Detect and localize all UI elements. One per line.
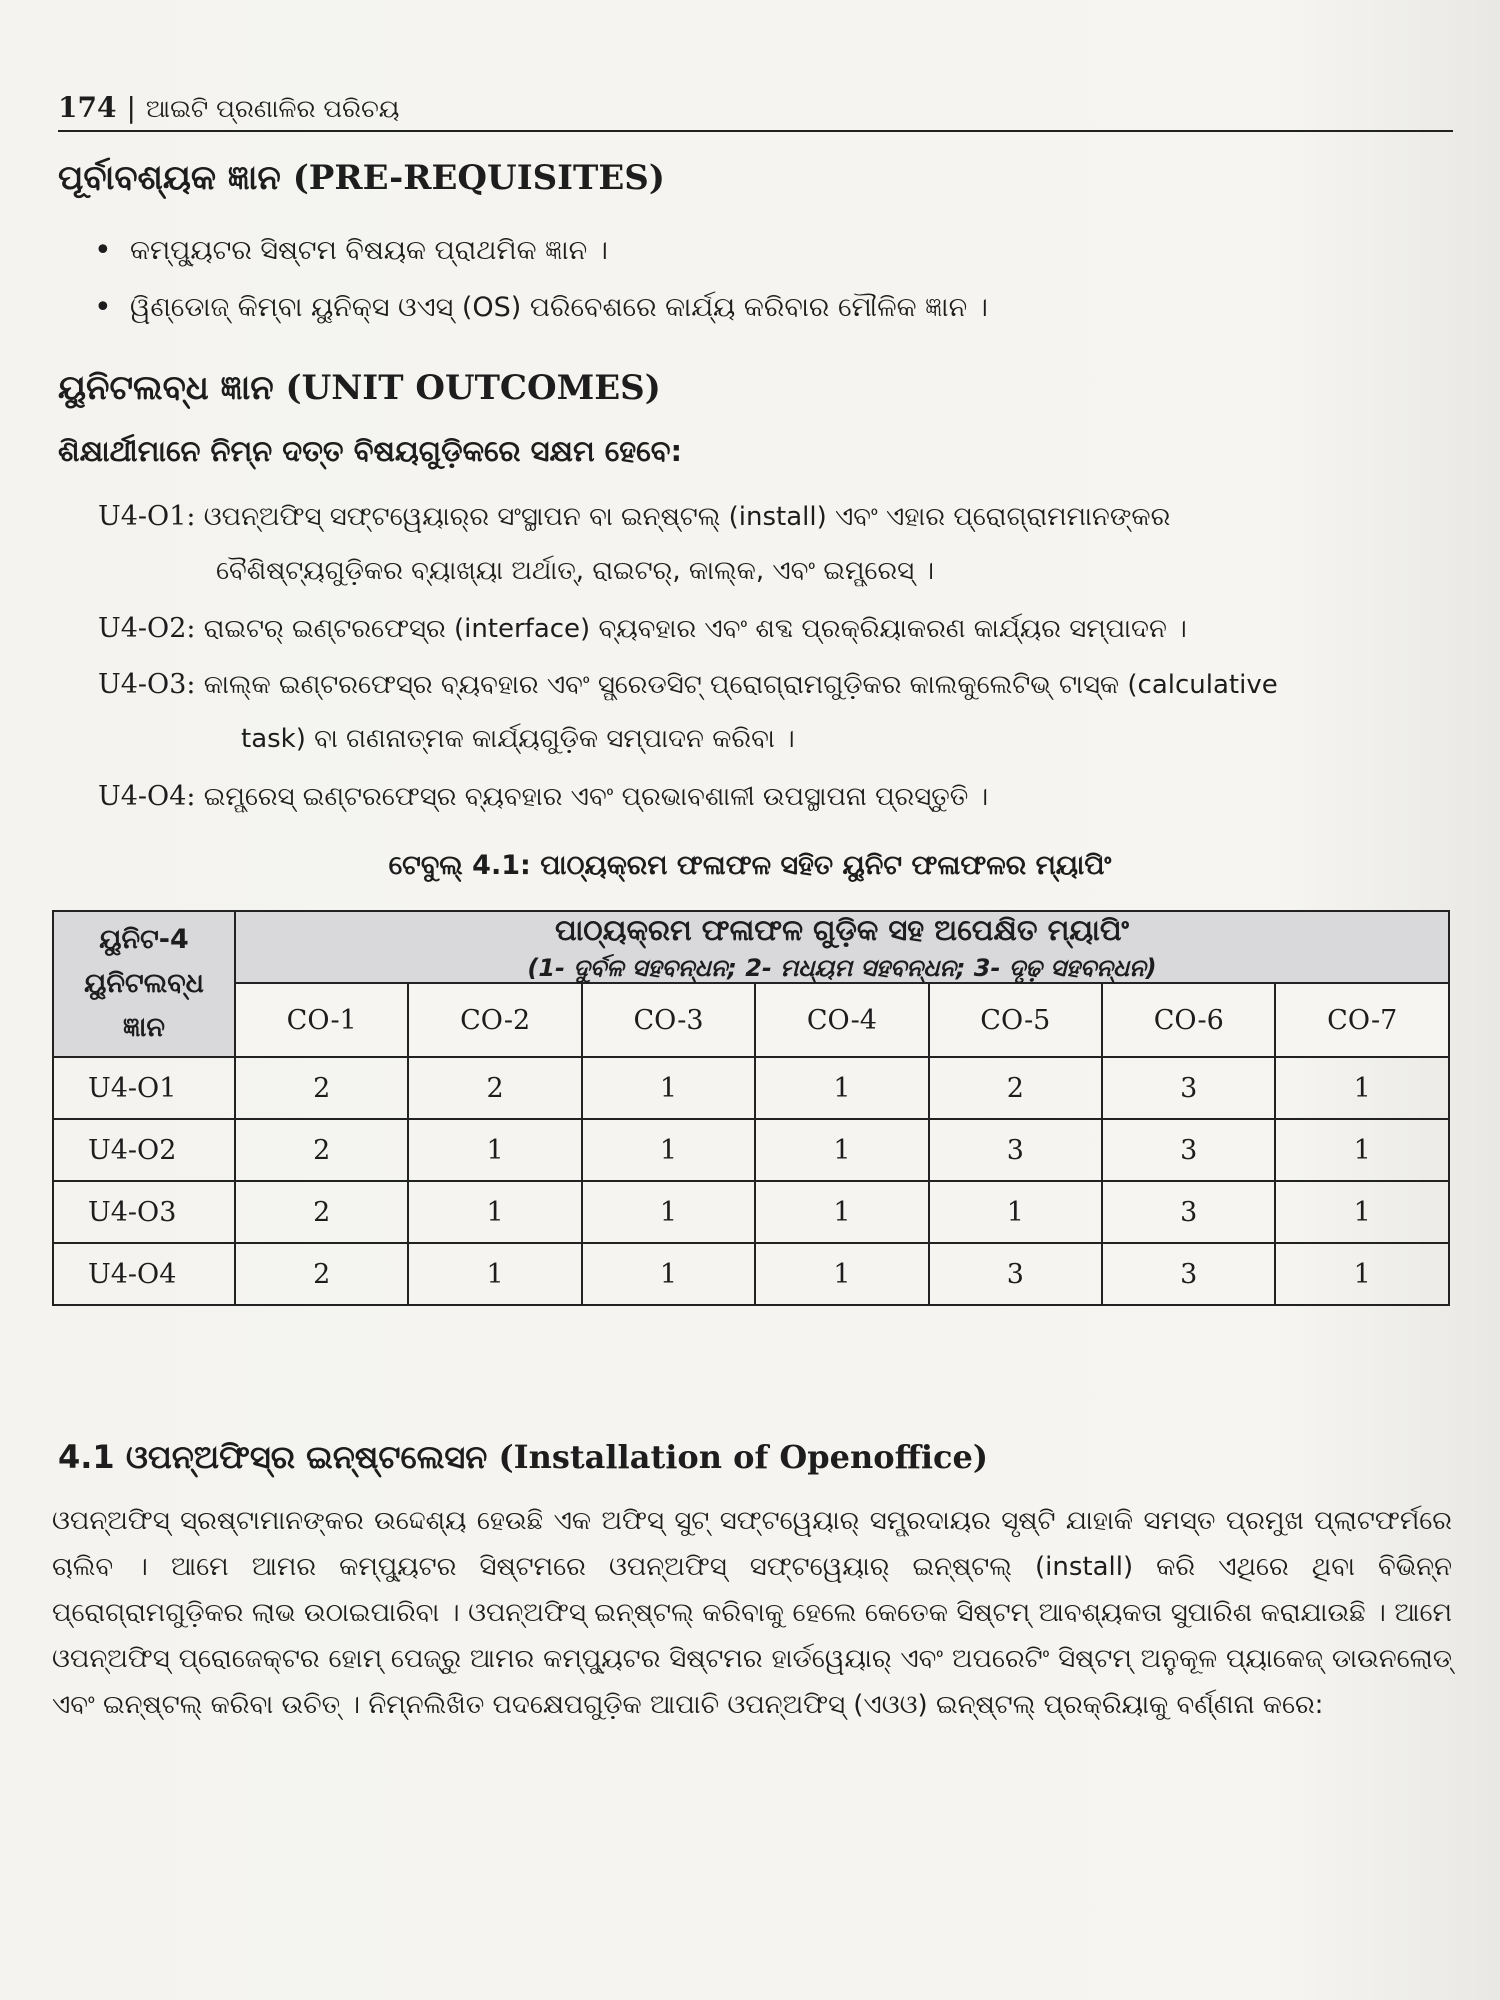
mapping-header-cell — [235, 911, 1449, 983]
table-cell: 3 — [1102, 1119, 1275, 1181]
outcomes-heading-odia: ୟୁନିଟଲବ୍ଧ ଜ୍ଞାନ — [58, 368, 274, 408]
table-cell: 1 — [1275, 1181, 1449, 1243]
table-cell: 1 — [1275, 1243, 1449, 1305]
outcome-item — [98, 658, 1458, 766]
prereq-heading-english: (PRE-REQUISITES) — [292, 158, 665, 198]
table-cell: 2 — [408, 1057, 581, 1119]
table-row — [53, 1057, 1449, 1119]
column-header: CO-3 — [582, 983, 755, 1057]
table-cell: 3 — [929, 1243, 1102, 1305]
section-heading-odia: 4.1 ଓପନ୍‌ଅଫିସ୍‌ର ଇନ୍‌ଷ୍ଟଲେସନ — [58, 1438, 488, 1476]
bullet-icon: • — [94, 233, 112, 268]
outcome-text: ଇମ୍ପ୍ରେସ୍ ଇଣ୍ଟରଫେସ୍‌ର ବ୍ୟବହାର ଏବଂ ପ୍ରଭାବଶାଳୀ ଉପସ୍ଥାପନା ପ୍ରସ୍ତୁତି । — [203, 782, 989, 812]
table-cell: 3 — [1102, 1181, 1275, 1243]
row-label: U4-O4 — [53, 1243, 235, 1305]
outcomes-heading-english: (UNIT OUTCOMES) — [285, 368, 661, 408]
row-label: U4-O3 — [53, 1181, 235, 1243]
column-header: CO-5 — [929, 983, 1102, 1057]
outcome-item — [98, 490, 1458, 598]
running-header — [58, 92, 1453, 132]
table-cell: 1 — [582, 1057, 755, 1119]
column-header: CO-6 — [1102, 983, 1275, 1057]
list-item-text: କମ୍ପ୍ୟୁଟର ସିଷ୍ଟମ ବିଷୟକ ପ୍ରାଥମିକ ଜ୍ଞାନ । — [130, 235, 608, 266]
list-item — [94, 279, 988, 336]
table-cell: 1 — [582, 1243, 755, 1305]
column-header: CO-2 — [408, 983, 581, 1057]
prereq-heading-odia: ପୂର୍ବାବଶ୍ୟକ ଜ୍ଞାନ — [58, 158, 281, 198]
outcomes-heading — [58, 368, 661, 408]
column-header-row — [53, 983, 1449, 1057]
outcome-code: U4-O1: — [98, 501, 196, 532]
prereq-heading — [58, 158, 665, 198]
table-row — [53, 1119, 1449, 1181]
page-number: 174 — [58, 91, 117, 124]
table-cell: 3 — [1102, 1057, 1275, 1119]
row-header-cell — [53, 911, 235, 1057]
table-cell: 2 — [235, 1181, 408, 1243]
table-cell: 1 — [582, 1181, 755, 1243]
table-cell: 3 — [1102, 1243, 1275, 1305]
outcome-text: ଓପନ୍‌ଅଫିସ୍ ସଫ୍ଟୱେୟାର୍‌ର ସଂସ୍ଥାପନ ବା ଇନ୍‌ଷ୍ଟଲ୍ (install) ଏବଂ ଏହାର ପ୍ରୋଗ୍ରାମମାନଙ୍କର — [203, 502, 1171, 532]
list-item — [94, 222, 988, 279]
outcome-item — [98, 602, 1458, 656]
outcome-item — [98, 770, 1458, 824]
prereq-list — [94, 222, 988, 336]
row-label: U4-O2 — [53, 1119, 235, 1181]
table-row — [53, 1243, 1449, 1305]
table-row — [53, 1181, 1449, 1243]
outcome-text-cont: ବୈଶିଷ୍ଟ୍ୟଗୁଡ଼ିକର ବ୍ୟାଖ୍ୟା ଅର୍ଥାତ୍, ରାଇଟର୍, କାଲ୍କ, ଏବଂ ଇମ୍ପ୍ରେସ୍ । — [216, 556, 935, 586]
list-item-text: ୱିଣ୍ଡୋଜ୍ କିମ୍ବା ୟୁନିକ୍ସ ଓଏସ୍ (OS) ପରିବେଶରେ କାର୍ଯ୍ୟ କରିବାର ମୌଳିକ ଜ୍ଞାନ । — [130, 292, 988, 323]
table-cell: 1 — [1275, 1119, 1449, 1181]
table-cell: 1 — [408, 1119, 581, 1181]
section-heading-english: (Installation of Openoffice) — [498, 1438, 988, 1476]
outcome-code: U4-O3: — [98, 669, 196, 700]
table-cell: 1 — [929, 1181, 1102, 1243]
table-cell: 3 — [929, 1119, 1102, 1181]
outcome-text: ରାଇଟର୍ ଇଣ୍ଟରଫେସ୍‌ର (interface) ବ୍ୟବହାର ଏବଂ ଶବ୍ଦ ପ୍ରକ୍ରିୟାକରଣ କାର୍ଯ୍ୟର ସମ୍ପାଦନ । — [203, 614, 1187, 644]
outcome-code: U4-O4: — [98, 781, 196, 812]
mapping-legend: (1- ଦୁର୍ବଳ ସହବନ୍ଧନ; 2- ମଧ୍ୟମ ସହବନ୍ଧନ; 3- ଦୃଢ଼ ସହବନ୍ଧନ) — [527, 953, 1157, 982]
row-header-line: ୟୁନିଟଲବ୍ଧ — [84, 968, 204, 999]
table-cell: 1 — [408, 1181, 581, 1243]
book-title: ଆଇଟି ପ୍ରଣାଳିର ପରିଚୟ — [145, 94, 400, 123]
outcome-text: କାଲ୍କ ଇଣ୍ଟରଫେସ୍‌ର ବ୍ୟବହାର ଏବଂ ସ୍ପ୍ରେଡସିଟ୍ ପ୍ରୋଗ୍ରାମଗୁଡ଼ିକର କାଲକୁଲେଟିଭ୍ ଟାସ୍କ (calculative — [203, 670, 1278, 700]
table-cell: 1 — [755, 1057, 928, 1119]
row-header-line: ଜ୍ଞାନ — [122, 1012, 166, 1043]
table-cell: 2 — [235, 1057, 408, 1119]
section-paragraph: ଓପନ୍‌ଅଫିସ୍ ସ୍ରଷ୍ଟାମାନଙ୍କର ଉଦ୍ଦେଶ୍ୟ ହେଉଛି ଏକ ଅଫିସ୍ ସୁଟ୍ ସଫ୍ଟୱେୟାର୍ ସମ୍ପ୍ରଦାୟର ସୃଷ୍ଟି ଯାହାକି ସମସ୍ତ ପ୍ରମୁଖ ପ୍ଲାଟଫର୍ମରେ ଚାଲିବ । ଆମେ ଆମର କମ୍ପ୍ୟୁଟର ସିଷ୍ଟମରେ ଓପନ୍‌ଅଫିସ୍ ସଫ୍ଟୱେୟାର୍ ଇନ୍‌ଷ୍ଟଲ୍ (install) କରି ଏଥିରେ ଥିବା ବିଭିନ୍ନ ପ୍ରୋଗ୍ରାମଗୁଡ଼ିକର ଲାଭ ଉଠାଇପାରିବା । ଓପନ୍‌ଅଫିସ୍ ଇନ୍‌ଷ୍ଟଲ୍ କରିବାକୁ ହେଲେ କେତେକ ସିଷ୍ଟମ୍ ଆବଶ୍ୟକତା ସୁପାରିଶ କରାଯାଉଛି । ଆମେ ଓପନ୍‌ଅଫିସ୍ ପ୍ରୋଜେକ୍ଟର ହୋମ୍ ପେଜ୍‌ରୁ ଆମର କମ୍ପ୍ୟୁଟର ସିଷ୍ଟମର ହାର୍ଡୱେୟାର୍ ଏବଂ ଅପରେଟିଂ ସିଷ୍ଟମ୍ ଅନୁକୂଳ ପ୍ୟାକେଜ୍ ଡାଉନଲୋଡ୍ ଏବଂ ଇନ୍‌ଷ୍ଟଲ୍ କରିବା ଉଚିତ୍ । ନିମ୍ନଲିଖିତ ପଦକ୍ଷେପଗୁଡ଼ିକ ଆପାଚି ଓପନ୍‌ଅଫିସ୍ (ଏଓଓ) ଇନ୍‌ଷ୍ଟଲ୍ ପ୍ରକ୍ରିୟାକୁ ବର୍ଣ୍ଣନା କରେ: — [52, 1506, 1452, 1720]
table-cell: 1 — [755, 1243, 928, 1305]
column-header: CO-4 — [755, 983, 928, 1057]
table-cell: 2 — [235, 1119, 408, 1181]
bullet-icon: • — [94, 290, 112, 325]
table-cell: 2 — [235, 1243, 408, 1305]
column-header: CO-1 — [235, 983, 408, 1057]
mapping-table — [52, 910, 1450, 1306]
header-separator: | — [126, 91, 136, 124]
table-cell: 1 — [582, 1119, 755, 1181]
table-cell: 2 — [929, 1057, 1102, 1119]
column-header: CO-7 — [1275, 983, 1449, 1057]
mapping-title: ପାଠ୍ୟକ୍ରମ ଫଳାଫଳ ଗୁଡ଼ିକ ସହ ଅପେକ୍ଷିତ ମ୍ୟାପିଂ — [555, 912, 1129, 947]
table-caption: ଟେବୁଲ୍ 4.1: ପାଠ୍ୟକ୍ରମ ଫଳାଫଳ ସହିତ ୟୁନିଟ ଫଳାଫଳର ମ୍ୟାପିଂ — [388, 850, 1112, 881]
table-cell: 1 — [755, 1181, 928, 1243]
row-label: U4-O1 — [53, 1057, 235, 1119]
section-heading — [58, 1438, 988, 1477]
table-cell: 1 — [408, 1243, 581, 1305]
table-cell: 1 — [1275, 1057, 1449, 1119]
outcome-text-cont: task) ବା ଗଣନାତ୍ମକ କାର୍ଯ୍ୟଗୁଡ଼ିକ ସମ୍ପାଦନ କରିବା । — [241, 724, 795, 754]
outcome-code: U4-O2: — [98, 613, 196, 644]
table-cell: 1 — [755, 1119, 928, 1181]
row-header-line: ୟୁନିଟ-4 — [99, 924, 189, 955]
outcomes-lead: ଶିକ୍ଷାର୍ଥୀମାନେ ନିମ୍ନ ଦତ୍ତ ବିଷୟଗୁଡ଼ିକରେ ସକ୍ଷମ ହେବେ: — [58, 434, 683, 468]
